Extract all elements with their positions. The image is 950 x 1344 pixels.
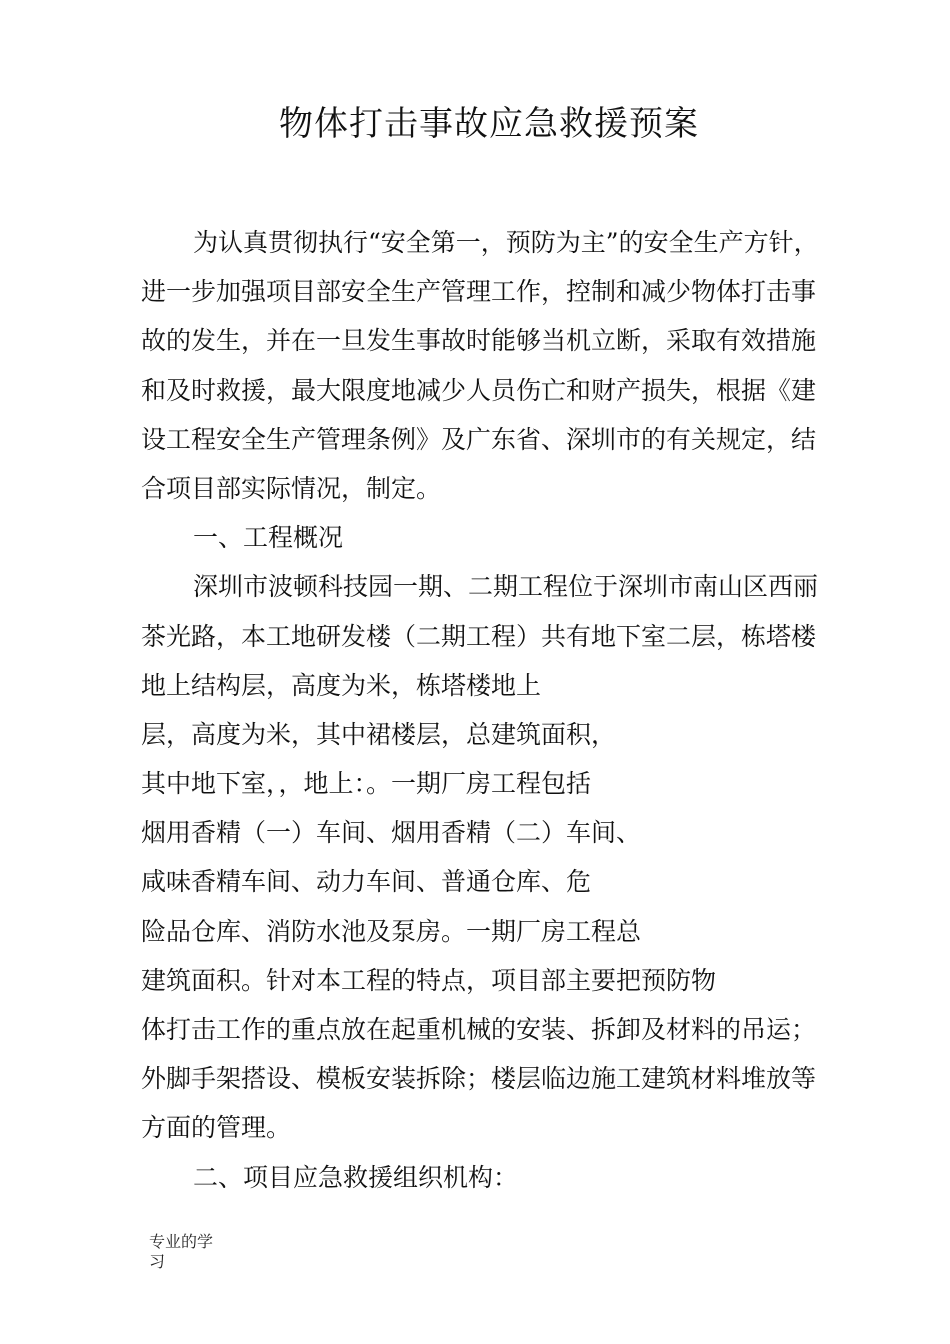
section-heading: 一、工程概况 — [193, 523, 344, 553]
page-footer — [149, 1232, 239, 1272]
text-line: 烟用香精（一）车间、烟用香精（二）车间、 — [141, 818, 642, 848]
document-body — [141, 218, 846, 1202]
text-line: 深圳市波顿科技园一期、二期工程位于深圳市南山区西丽 — [193, 572, 819, 602]
project-overview-paragraph — [141, 562, 846, 1152]
text-line: 设工程安全生产管理条例》及广东省、深圳市的有关规定，结 — [141, 424, 817, 454]
text-line: 其中地下室，，地上：。一期厂房工程包括 — [141, 769, 592, 799]
footer-text-line: 专业的学 — [149, 1232, 214, 1251]
text-line: 合项目部实际情况，制定。 — [141, 473, 442, 503]
text-line: 咸味香精车间、动力车间、普通仓库、危 — [141, 867, 592, 897]
text-line: 险品仓库、消防水池及泵房。一期厂房工程总 — [141, 916, 642, 946]
text-line: 进一步加强项目部安全生产管理工作，控制和减少物体打击事 — [141, 277, 817, 307]
text-line: 体打击工作的重点放在起重机械的安装、拆卸及材料的吊运； — [141, 1015, 817, 1044]
text-line: 故的发生，并在一旦发生事故时能够当机立断，采取有效措施 — [141, 326, 817, 356]
text-line: 地上结构层，高度为米，栋塔楼地上 — [141, 670, 542, 700]
intro-paragraph — [141, 218, 846, 513]
text-line: 和及时救援，最大限度地减少人员伤亡和财产损失，根据《建 — [141, 375, 817, 405]
text-line: 方面的管理。 — [141, 1113, 292, 1143]
section-heading: 二、项目应急救援组织机构： — [193, 1162, 519, 1192]
document-title: 物体打击事故应急救援预案 — [279, 104, 699, 144]
text-line: 外脚手架搭设、模板安装拆除；楼层临边施工建筑材料堆放等 — [141, 1064, 817, 1094]
section-heading-project-overview — [141, 513, 846, 562]
text-line: 为认真贯彻执行“安全第一，预防为主”的安全生产方针， — [193, 228, 819, 257]
section-heading-emergency-organization — [141, 1153, 846, 1202]
footer-text-line: 习 — [149, 1252, 166, 1271]
text-line: 建筑面积。针对本工程的特点，项目部主要把预防物 — [141, 965, 717, 995]
text-line: 层，高度为米，其中裙楼层，总建筑面积， — [141, 719, 617, 749]
text-line: 茶光路，本工地研发楼（二期工程）共有地下室二层，栋塔楼 — [141, 621, 817, 651]
